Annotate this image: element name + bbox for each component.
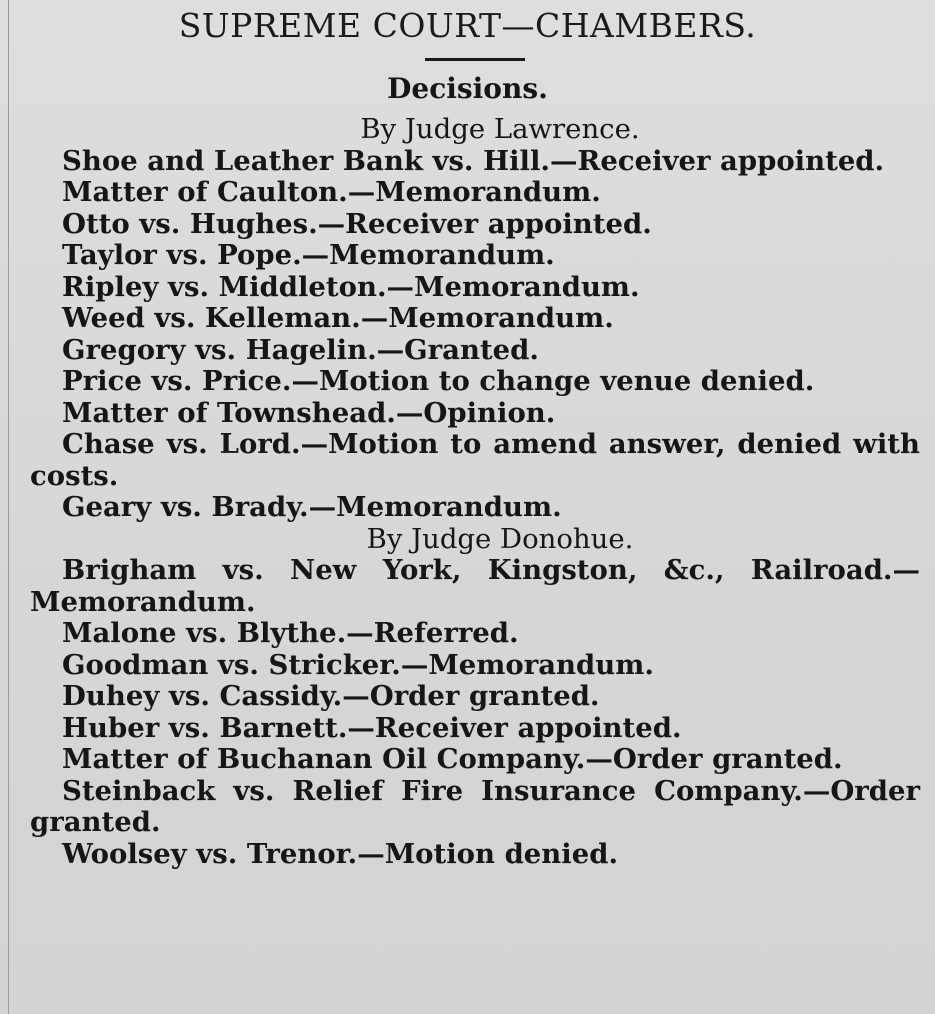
decision-entry: Geary vs. Brady.—Memorandum. — [62, 491, 562, 523]
decision-entry: Duhey vs. Cassidy.—Order granted. — [62, 680, 600, 712]
decision-entry: Price vs. Price.—Motion to change venue denied. — [62, 365, 815, 397]
decision-entry: Brigham vs. New York, Kingston, &c., Railroad.—Memorandum. — [30, 554, 920, 618]
decision-entry: Goodman vs. Stricker.—Memorandum. — [62, 648, 654, 681]
decisions-body — [30, 114, 920, 870]
judge-heading: By Judge Lawrence. — [360, 113, 640, 145]
decision-entry: Matter of Buchanan Oil Company.—Order granted. — [62, 743, 843, 775]
decision-entry: Ripley vs. Middleton.—Memorandum. — [62, 270, 640, 303]
decision-entry: Gregory vs. Hagelin.—Granted. — [62, 333, 539, 366]
decision-entry: Steinback vs. Relief Fire Insurance Company.—Order granted. — [30, 774, 920, 838]
section-subtitle: Decisions. — [387, 72, 548, 105]
judge-heading: By Judge Donohue. — [366, 522, 634, 555]
column-rule — [8, 0, 9, 1014]
decision-entry: Matter of Caulton.—Memorandum. — [62, 176, 601, 208]
decision-entry: Shoe and Leather Bank vs. Hill.—Receiver appointed. — [62, 144, 885, 177]
decision-entry: Chase vs. Lord.—Motion to amend answer, denied with costs. — [30, 428, 920, 492]
decision-entry: Otto vs. Hughes.—Receiver appointed. — [62, 207, 652, 240]
decision-entry: Malone vs. Blythe.—Referred. — [62, 617, 519, 649]
title-divider — [425, 58, 525, 61]
decision-entry: Taylor vs. Pope.—Memorandum. — [62, 239, 555, 271]
page-title: SUPREME COURT—CHAMBERS. — [178, 6, 757, 45]
decision-entry: Huber vs. Barnett.—Receiver appointed. — [62, 711, 682, 744]
decision-entry: Weed vs. Kelleman.—Memorandum. — [62, 302, 614, 334]
decision-entry: Matter of Townshead.—Opinion. — [62, 396, 556, 429]
decision-entry: Woolsey vs. Trenor.—Motion denied. — [62, 837, 619, 870]
